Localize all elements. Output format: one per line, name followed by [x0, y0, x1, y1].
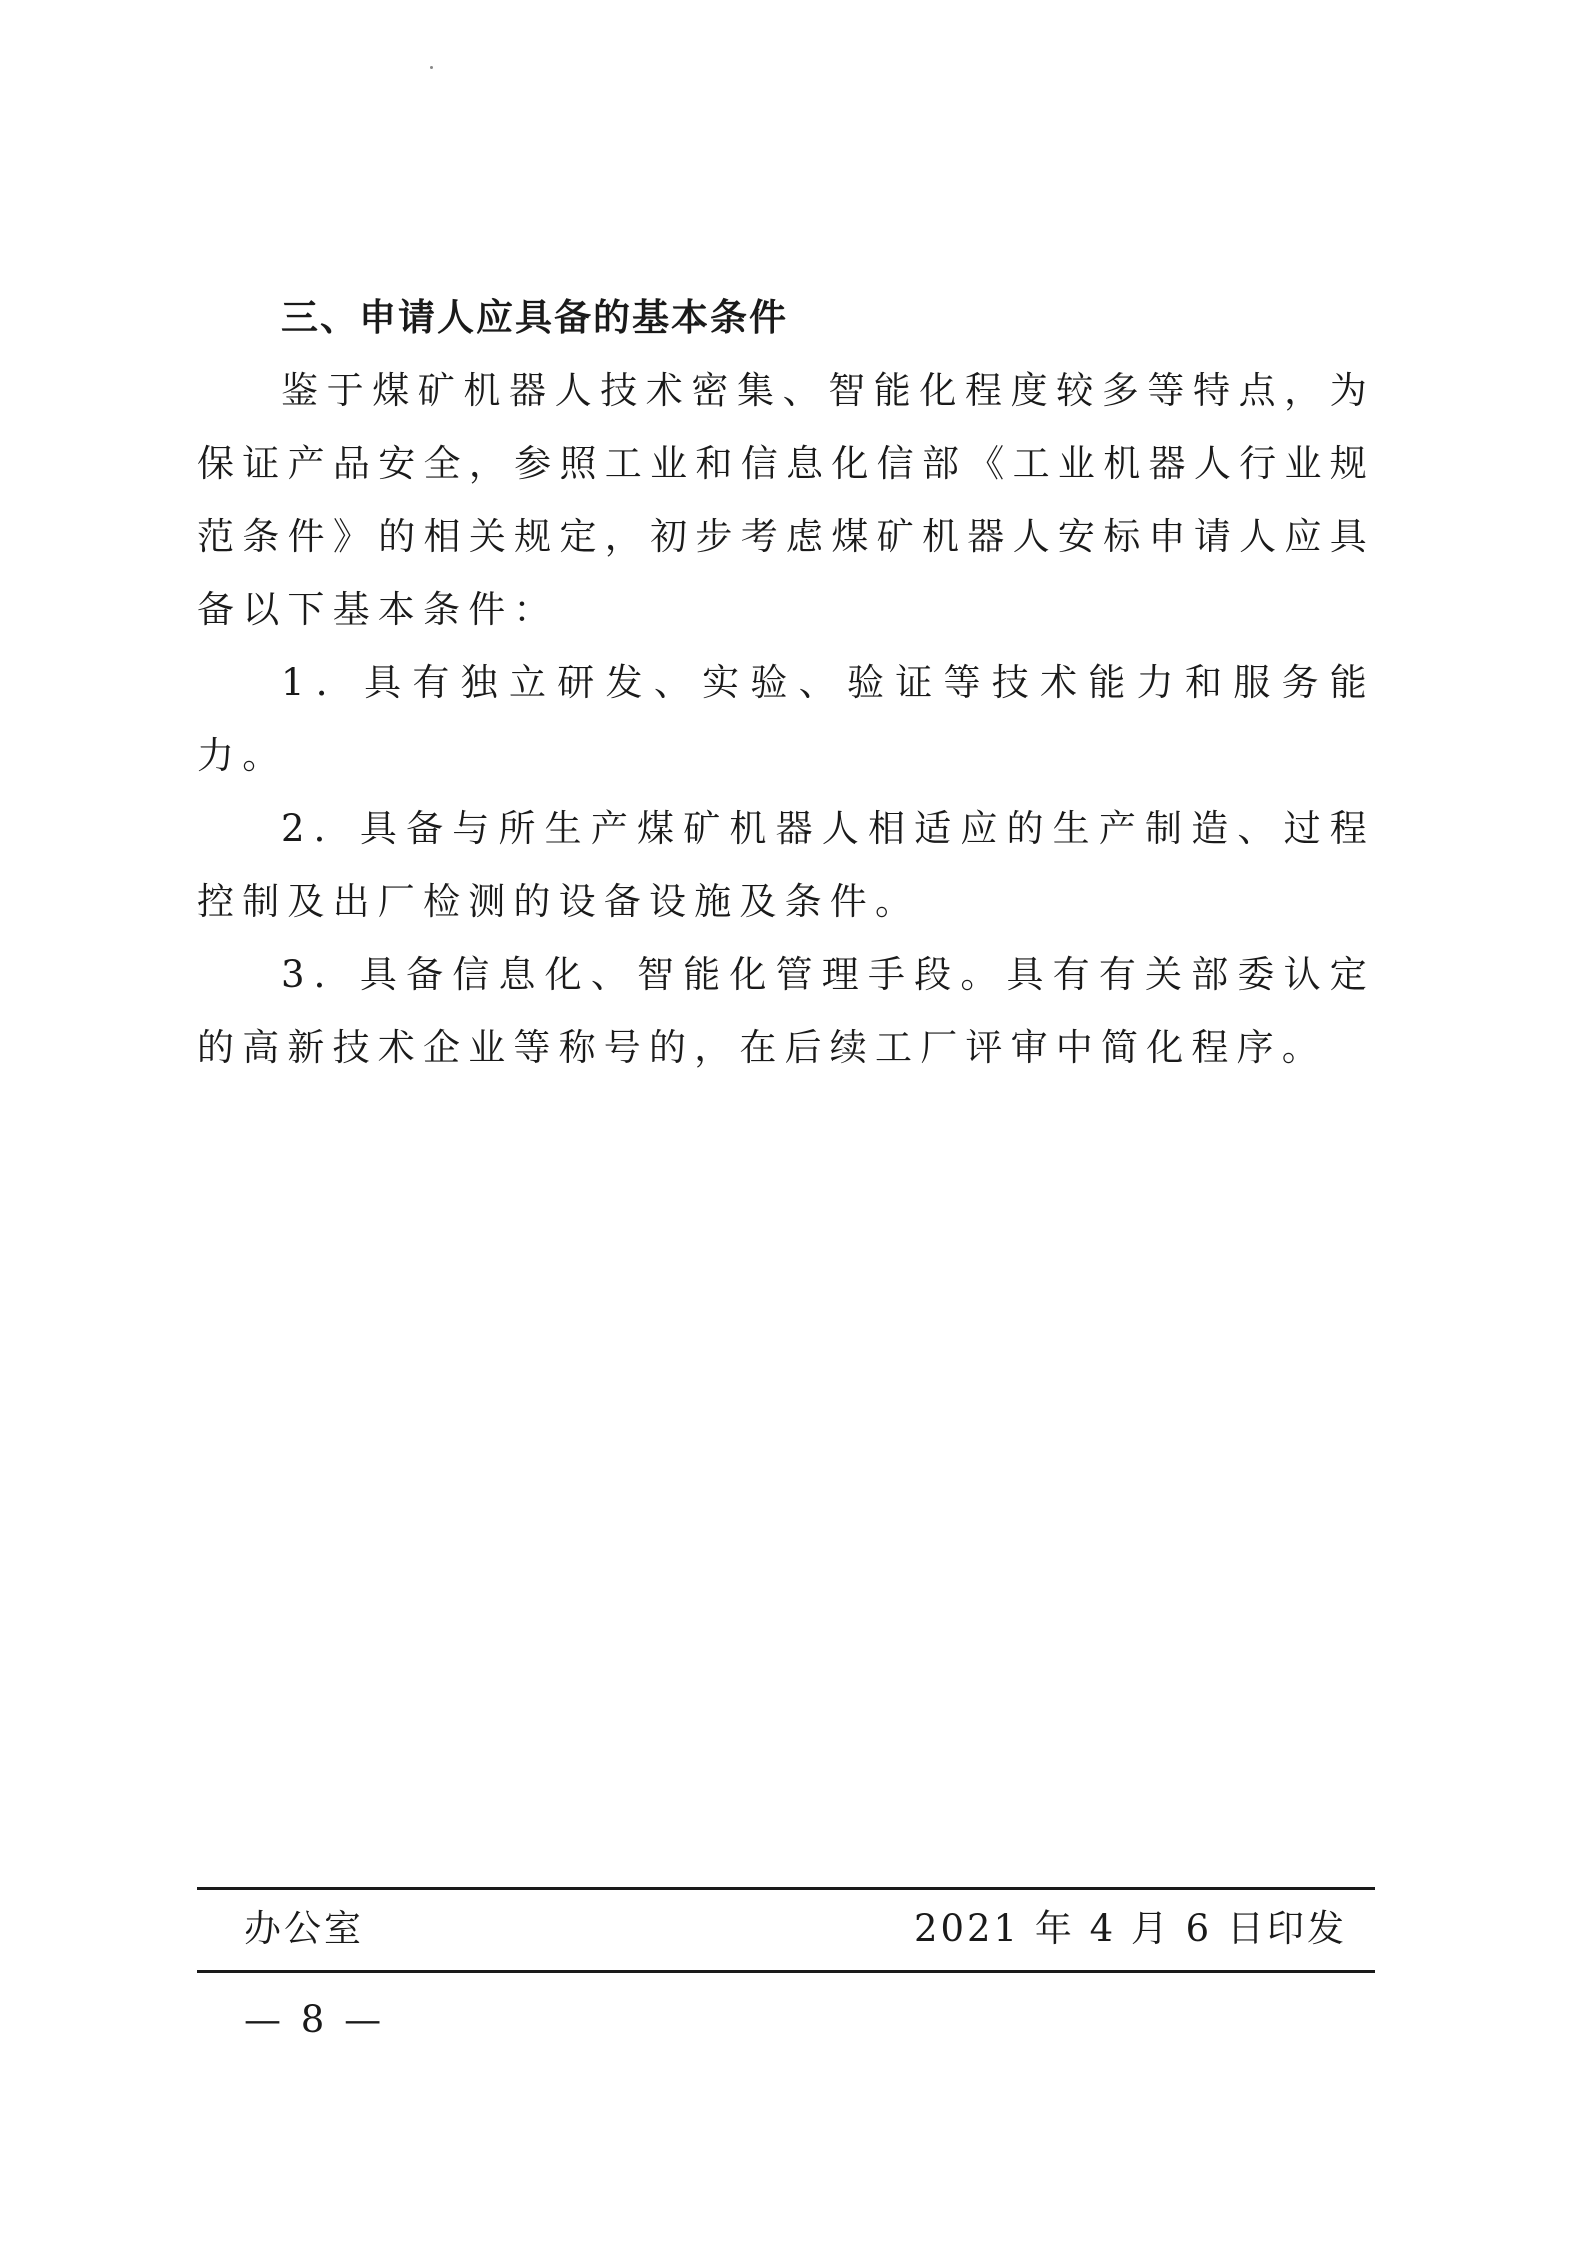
- section-body: [197, 282, 1375, 1084]
- issuer-label: 办公室: [244, 1907, 364, 1950]
- intro-paragraph: 鉴于煤矿机器人技术密集、智能化程度较多等特点，为保证产品安全，参照工业和信息化信部《工业机器人行业规范条件》的相关规定，初步考虑煤矿机器人安标申请人应具备以下基本条件：: [197, 369, 1375, 631]
- condition-2: 2．具备与所生产煤矿机器人相适应的生产制造、过程控制及出厂检测的设备设施及条件。: [197, 807, 1375, 923]
- footer-bottom-rule: [197, 1970, 1375, 1973]
- condition-3: 3．具备信息化、智能化管理手段。具有有关部委认定的高新技术企业等称号的，在后续工厂评审中简化程序。: [197, 953, 1375, 1069]
- condition-1: 1．具有独立研发、实验、验证等技术能力和服务能力。: [197, 661, 1375, 777]
- scan-speck: [430, 66, 433, 69]
- page-number: — 8 —: [244, 1998, 386, 2041]
- footer-top-rule: [197, 1887, 1375, 1890]
- issue-date: 2021 年 4 月 6 日印发: [913, 1907, 1347, 1950]
- section-heading: 三、申请人应具备的基本条件: [281, 296, 788, 339]
